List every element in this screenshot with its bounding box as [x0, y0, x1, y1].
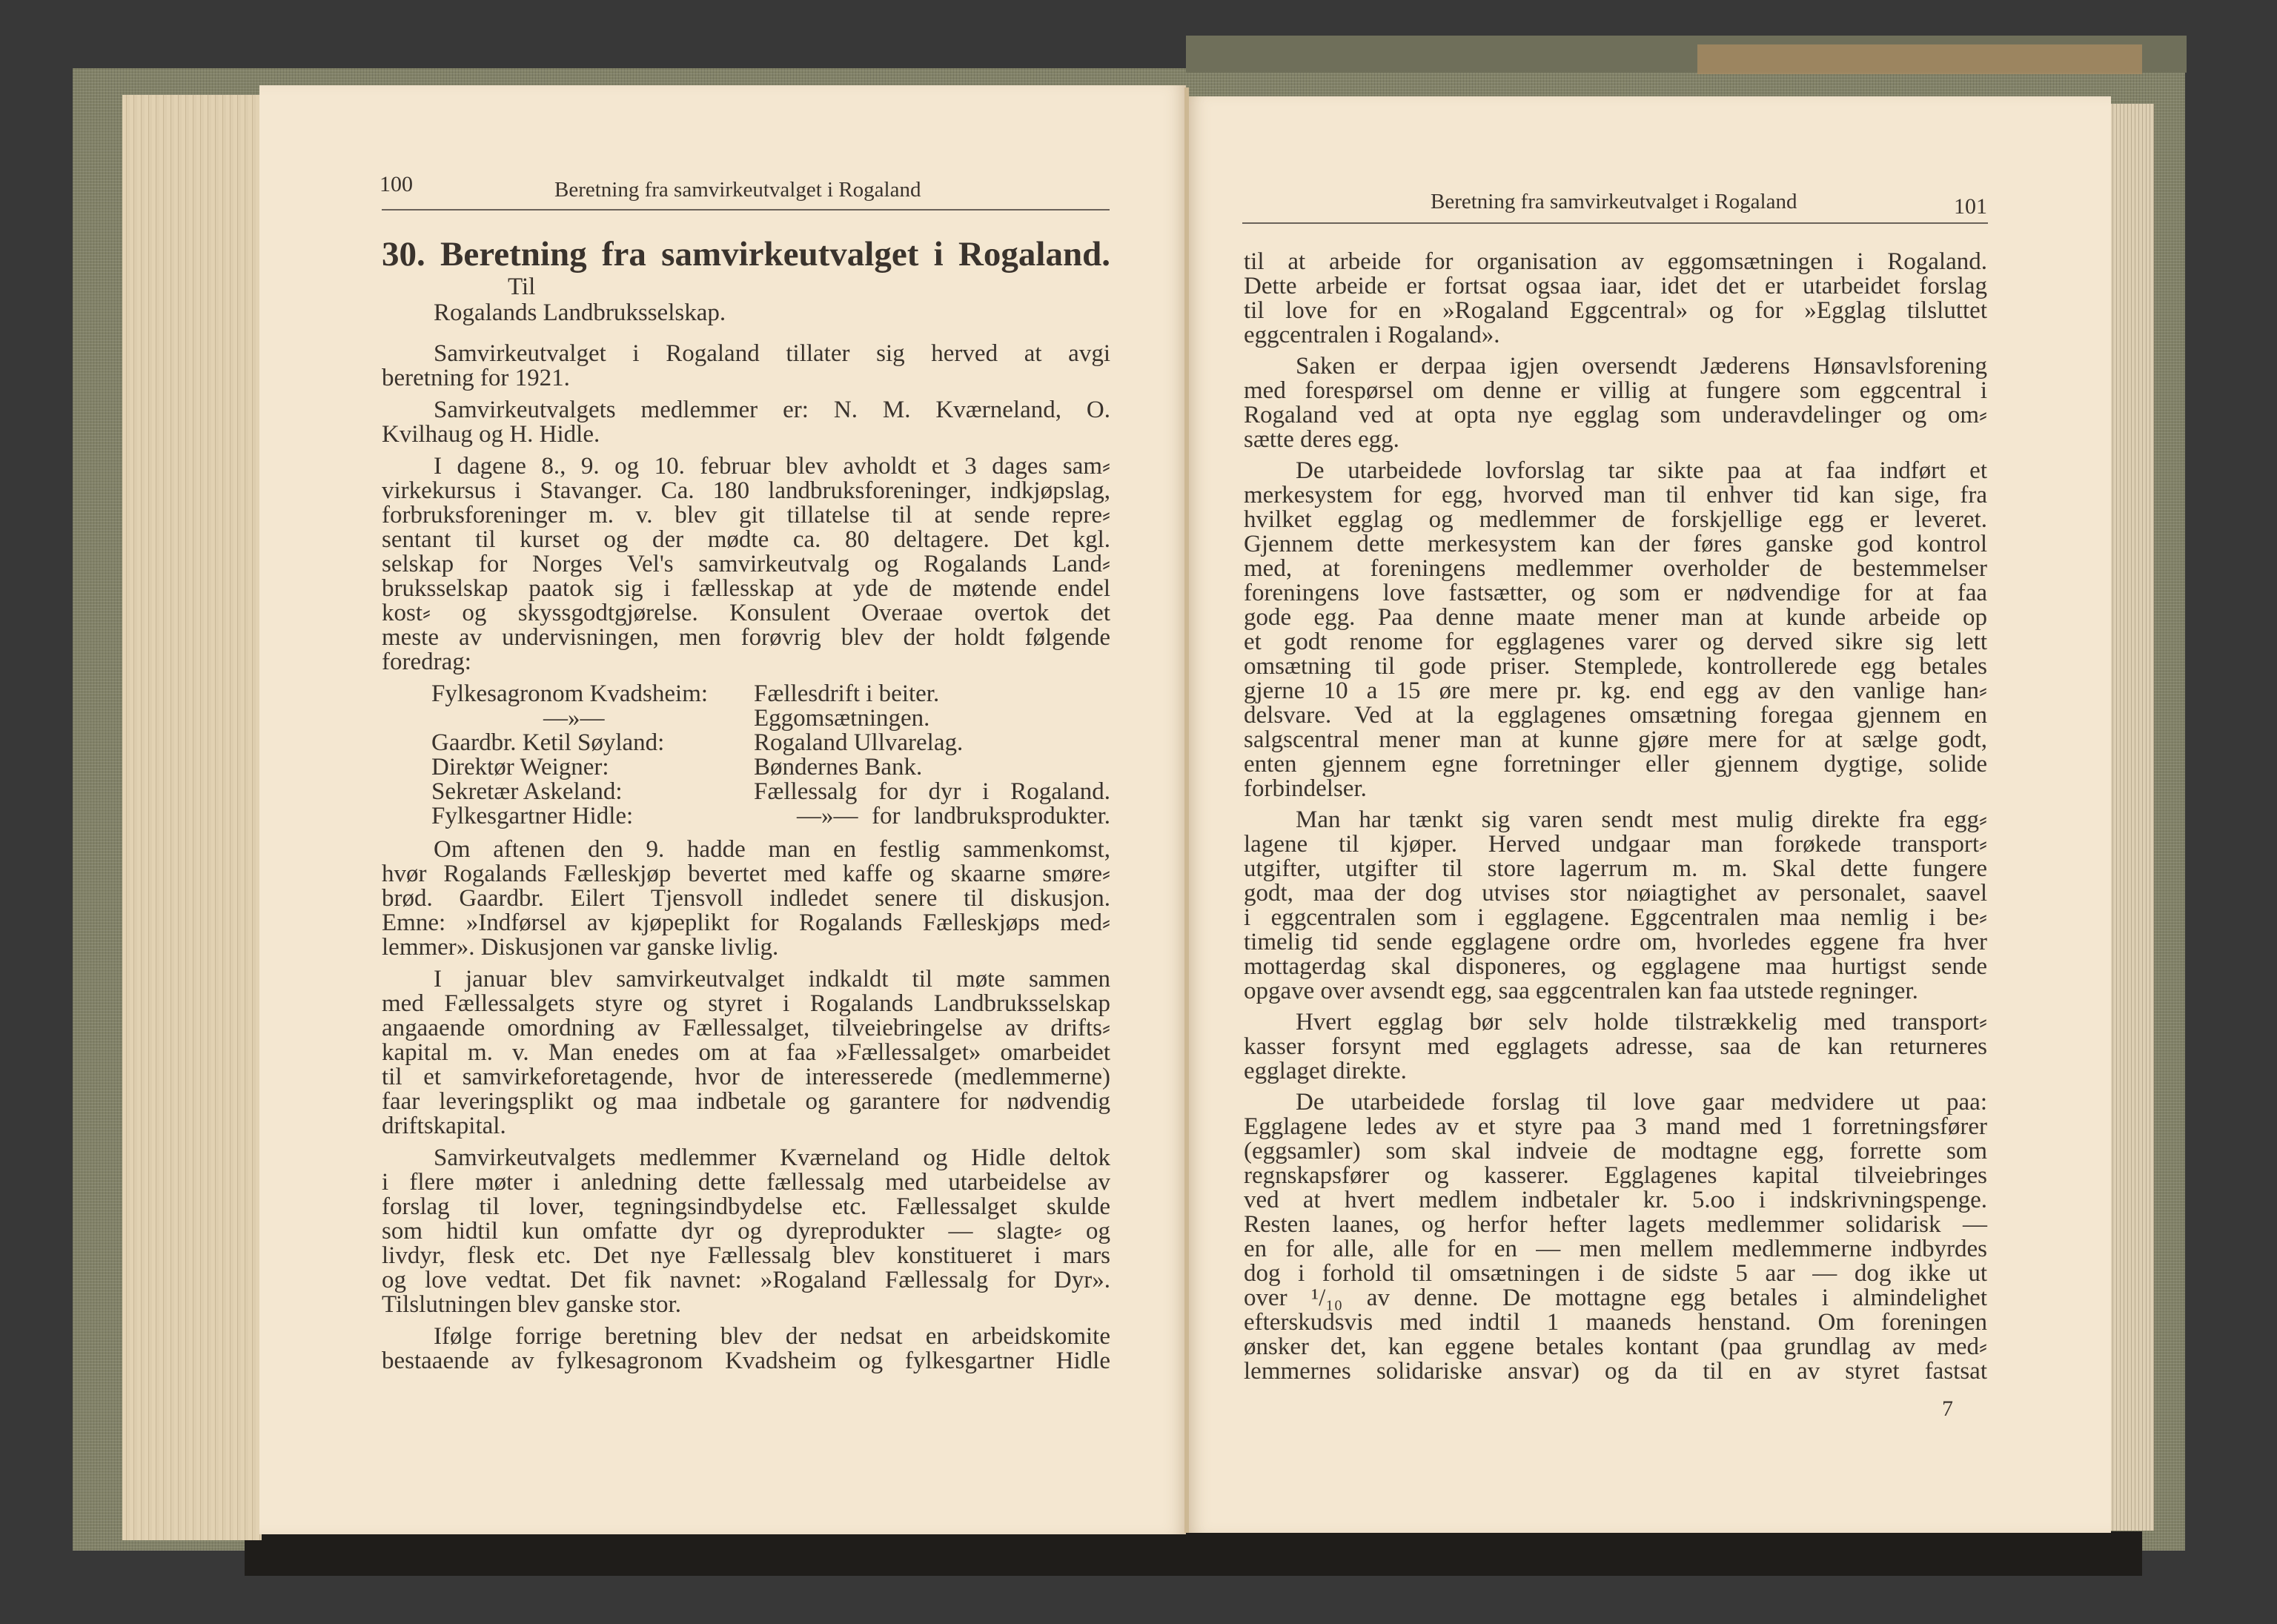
- text-line: en for alle, alle for en — men mellem medlemmerne indbyrdes: [1244, 1236, 1987, 1262]
- text-line: hvilket egglag og medlemmer de forskjellige egg er leveret.: [1244, 506, 1987, 533]
- text-line: ønsker det, kan eggene betales kontant (paa grundlag av med⸗: [1244, 1333, 1987, 1360]
- address-recipient: Rogalands Landbruksselskap.: [434, 299, 726, 326]
- lecture-topic: —»— for landbruksprodukter.: [797, 803, 1110, 829]
- text-line: beretning for 1921.: [382, 365, 570, 391]
- text-line: Samvirkeutvalgets medlemmer Kværneland og Hidle deltok: [434, 1144, 1110, 1171]
- text-line: opgave over avsendt egg, saa eggcentralen kan faa utstede regninger.: [1244, 978, 1918, 1004]
- text-line: med, at foreningens medlemmer overholder de bestemmelser: [1244, 555, 1987, 582]
- paragraph: [382, 342, 1110, 391]
- text-line: godt, maa der dog utvises stor nøiagtighet av personalet, saavel: [1244, 880, 1987, 907]
- text-line: virkekursus i Stavanger. Ca. 180 landbruksforeninger, indkjøpslag,: [382, 477, 1110, 504]
- lecture-speaker: Gaardbr. Ketil Søyland:: [431, 729, 665, 756]
- text-line: foreningens love fastsætter, og som er nødvendige for at faa: [1244, 580, 1987, 606]
- text-line: gode egg. Paa denne maate mener man at kunde arbeide op: [1244, 604, 1987, 631]
- text-line: De utarbeidede forslag til love gaar medvidere ut paa:: [1296, 1089, 1987, 1116]
- text-line: mottagerdag skal disponeres, og egglagene maa hurtigst sende: [1244, 953, 1987, 980]
- text-line: egglaget direkte.: [1244, 1058, 1407, 1084]
- book-gutter: [1184, 87, 1189, 1533]
- text-line: Hvert egglag bør selv holde tilstrækkelig med transport⸗: [1296, 1009, 1987, 1035]
- paragraph: [1244, 354, 1987, 452]
- lecture-row: [382, 804, 1110, 829]
- text-line: Resten laanes, og herfor hefter lagets medlemmer solidarisk —: [1244, 1211, 1987, 1238]
- text-line: regnskapsfører og kasserer. Egglagenes kapital tilveiebringes: [1244, 1162, 1987, 1189]
- address-to: Til: [508, 274, 536, 300]
- text-line: livdyr, flesk etc. Det nye Fællessalg blev konstitueret i mars: [382, 1242, 1110, 1269]
- paragraph: [382, 838, 1110, 960]
- text-line: Om aftenen den 9. hadde man en festlig sammenkomst,: [434, 836, 1110, 863]
- text-line: Rogaland ved at opta nye egglag som underavdelinger og om⸗: [1244, 402, 1987, 428]
- lecture-topic: Eggomsætningen.: [754, 705, 930, 732]
- text-line: De utarbeidede lovforslag tar sikte paa at faa indført et: [1296, 457, 1987, 484]
- text-line: eggcentralen i Rogaland».: [1244, 322, 1500, 348]
- text-line: dog i forhold til omsætningen i de sidste 5 aar — dog ikke ut: [1244, 1260, 1987, 1287]
- text-line: Dette arbeide er fortsat ogsaa iaar, idet det er utarbeidet forslag: [1244, 273, 1987, 299]
- right-running-header: Beretning fra samvirkeutvalget i Rogaland: [1431, 190, 1797, 213]
- text-line: Tilslutningen blev ganske stor.: [382, 1291, 681, 1318]
- text-line: Saken er derpaa igjen oversendt Jæderens Hønsavlsforening: [1296, 353, 1987, 380]
- lecture-topic: Bøndernes Bank.: [754, 754, 923, 780]
- lecture-list: [382, 682, 1110, 829]
- lecture-speaker: Sekretær Askeland:: [431, 778, 623, 805]
- text-line: Samvirkeutvalget i Rogaland tillater sig herved at avgi: [434, 340, 1110, 367]
- text-line: omsætning til gode priser. Stemplede, kontrollerede egg betales: [1244, 653, 1987, 680]
- text-line: lagene til kjøper. Herved undgaar man forøkede transport⸗: [1244, 831, 1987, 858]
- lecture-speaker: —»—: [543, 705, 605, 732]
- text-line: lemmer». Diskusjonen var ganske livlig.: [382, 934, 779, 961]
- book-shadow: [245, 1531, 2142, 1576]
- text-line: Kvilhaug og H. Hidle.: [382, 421, 600, 448]
- text-line: Samvirkeutvalgets medlemmer er: N. M. Kværneland, O.: [434, 397, 1110, 423]
- text-line: enten gjennem egne forretninger eller gjennem dygtige, solide: [1244, 751, 1987, 778]
- text-line: forbruksforeninger m. v. blev git tillatelse til at sende repre⸗: [382, 502, 1110, 528]
- text-line: over ¹/₁₀ av denne. De mottagne egg betales i almindelighet: [1244, 1285, 1987, 1311]
- text-line: I dagene 8., 9. og 10. februar blev avholdt et 3 dages sam⸗: [434, 453, 1110, 480]
- lecture-speaker: Fylkesagronom Kvadsheim:: [431, 680, 709, 707]
- paragraph: [1244, 808, 1987, 1004]
- text-line: (eggsamler) som skal indveie de modtagne egg, forrette som: [1244, 1138, 1987, 1164]
- lecture-row: [382, 682, 1110, 706]
- text-line: gjerne 10 a 15 øre mere pr. kg. end egg av den vanlige han⸗: [1244, 677, 1987, 704]
- text-line: foredrag:: [382, 649, 471, 675]
- text-line: merkesystem for egg, hvorved man til enhver tid kan sige, fra: [1244, 482, 1987, 508]
- paragraph: [382, 398, 1110, 447]
- text-line: kapital m. v. Man enedes om at faa »Fællessalget» omarbeidet: [382, 1039, 1110, 1066]
- text-line: til et samvirkeforetagende, hvor de interesserede (medlemmerne): [382, 1064, 1110, 1090]
- text-line: kasser forsynt med egglagets adresse, saa de kan returneres: [1244, 1033, 1987, 1060]
- text-line: faar leveringsplikt og maa indbetale og garantere for nødvendig: [382, 1088, 1110, 1115]
- left-running-header: Beretning fra samvirkeutvalget i Rogaland: [554, 178, 921, 202]
- text-line: driftskapital.: [382, 1113, 506, 1139]
- text-line: delsvare. Ved at la egglagenes omsætning foregaa gjennem en: [1244, 702, 1987, 729]
- right-page-edges: [2109, 104, 2154, 1531]
- text-line: som hidtil kun omfatte dyr og dyreprodukter — slagte⸗ og: [382, 1218, 1110, 1244]
- text-line: I januar blev samvirkeutvalget indkaldt til møte sammen: [434, 966, 1110, 992]
- text-line: bestaaende av fylkesagronom Kvadsheim og fylkesgartner Hidle: [382, 1348, 1110, 1374]
- text-line: utgifter, utgifter til store lagerrum m. m. Skal dette fungere: [1244, 855, 1987, 882]
- left-header-rule: [382, 209, 1110, 211]
- text-line: bruksselskap paatok sig i fællesskap at yde de møtende endel: [382, 575, 1110, 602]
- paragraph: [382, 454, 1110, 675]
- text-line: salgscentral mener man at kunne gjøre mere for at sælge godt,: [1244, 726, 1987, 753]
- text-line: Ifølge forrige beretning blev der nedsat en arbeidskomite: [434, 1323, 1110, 1350]
- lecture-speaker: Direktør Weigner:: [431, 754, 609, 780]
- spine-worn-patch: [1697, 44, 2142, 74]
- lecture-row: [382, 731, 1110, 755]
- section-title: 30. Beretning fra samvirkeutvalget i Rogaland.: [382, 235, 1110, 274]
- left-text-column: [382, 234, 1110, 1381]
- text-line: sætte deres egg.: [1244, 426, 1399, 453]
- text-line: og love vedtat. Det fik navnet: »Rogaland Fællessalg for Dyr».: [382, 1267, 1110, 1293]
- text-line: ved at hvert medlem indbetaler kr. 5.oo i indskrivningspenge.: [1244, 1187, 1987, 1213]
- paragraph: [1244, 250, 1987, 348]
- text-line: forbindelser.: [1244, 775, 1367, 802]
- text-line: Gjennem dette merkesystem kan der føres ganske god kontrol: [1244, 531, 1987, 557]
- left-page-edges: [122, 95, 262, 1540]
- paragraph: [1244, 1010, 1987, 1084]
- paragraph: [1244, 1090, 1987, 1384]
- text-line: i eggcentralen som i egglagene. Eggcentralen maa nemlig i be⸗: [1244, 904, 1987, 931]
- text-line: et godt renome for egglagenes varer og derved sikre sig lett: [1244, 629, 1987, 655]
- right-text-column: [1244, 250, 1987, 1391]
- lecture-topic: Rogaland Ullvarelag.: [754, 729, 964, 756]
- text-line: timelig tid sende egglagene ordre om, hvorledes eggene fra hver: [1244, 929, 1987, 955]
- text-line: til love for en »Rogaland Eggcentral» og for »Egglag tilsluttet: [1244, 297, 1987, 324]
- paragraph: [382, 967, 1110, 1139]
- text-line: sentant til kurset og der mødte ca. 80 deltagere. Det kgl.: [382, 526, 1110, 553]
- lecture-topic: Fællessalg for dyr i Rogaland.: [754, 778, 1110, 805]
- left-page-number: 100: [380, 172, 413, 196]
- text-line: til at arbeide for organisation av eggomsætningen i Rogaland.: [1244, 248, 1987, 275]
- right-header-rule: [1242, 222, 1988, 224]
- text-line: med Fællessalgets styre og styret i Rogalands Landbruksselskap: [382, 990, 1110, 1017]
- text-line: angaaende omordning av Fællessalget, tilveiebringelse av drifts⸗: [382, 1015, 1110, 1041]
- text-line: efterskudsvis med indtil 1 maaneds henstand. Om foreningen: [1244, 1309, 1987, 1336]
- paragraph: [382, 1146, 1110, 1317]
- text-line: Egglagene ledes av et styre paa 3 mand med 1 forretningsfører: [1244, 1113, 1987, 1140]
- text-line: brød. Gaardbr. Eilert Tjensvoll indledet senere til diskusjon.: [382, 885, 1110, 912]
- text-line: selskap for Norges Vel's samvirkeutvalg og Rogalands Land⸗: [382, 551, 1110, 577]
- lecture-row: [382, 755, 1110, 780]
- text-line: kost⸗ og skyssgodtgjørelse. Konsulent Overaae overtok det: [382, 600, 1110, 626]
- text-line: hvør Rogalands Fælleskjøp bevertet med kaffe og skaarne smøre⸗: [382, 861, 1110, 887]
- lecture-topic: Fællesdrift i beiter.: [754, 680, 940, 707]
- text-line: Emne: »Indførsel av kjøpeplikt for Rogalands Fælleskjøps med⸗: [382, 909, 1110, 936]
- text-line: i flere møter i anledning dette fællessalg med utarbeidelse av: [382, 1169, 1110, 1196]
- right-page-number: 101: [1954, 194, 1987, 219]
- lecture-row: [382, 706, 1110, 731]
- lecture-speaker: Fylkesgartner Hidle:: [431, 803, 634, 829]
- text-line: lemmernes solidariske ansvar) og da til en av styret fastsat: [1244, 1358, 1987, 1385]
- lecture-row: [382, 780, 1110, 804]
- text-line: forslag til lover, tegningsindbydelse etc. Fællessalget skulde: [382, 1193, 1110, 1220]
- text-line: med forespørsel om denne er villig at fungere som eggcentral i: [1244, 377, 1987, 404]
- signature-mark: 7: [1942, 1396, 1953, 1421]
- paragraph: [382, 1325, 1110, 1373]
- text-line: Man har tænkt sig varen sendt mest mulig direkte fra egg⸗: [1296, 806, 1987, 833]
- paragraph: [1244, 459, 1987, 801]
- text-line: meste av undervisningen, men forøvrig blev der holdt følgende: [382, 624, 1110, 651]
